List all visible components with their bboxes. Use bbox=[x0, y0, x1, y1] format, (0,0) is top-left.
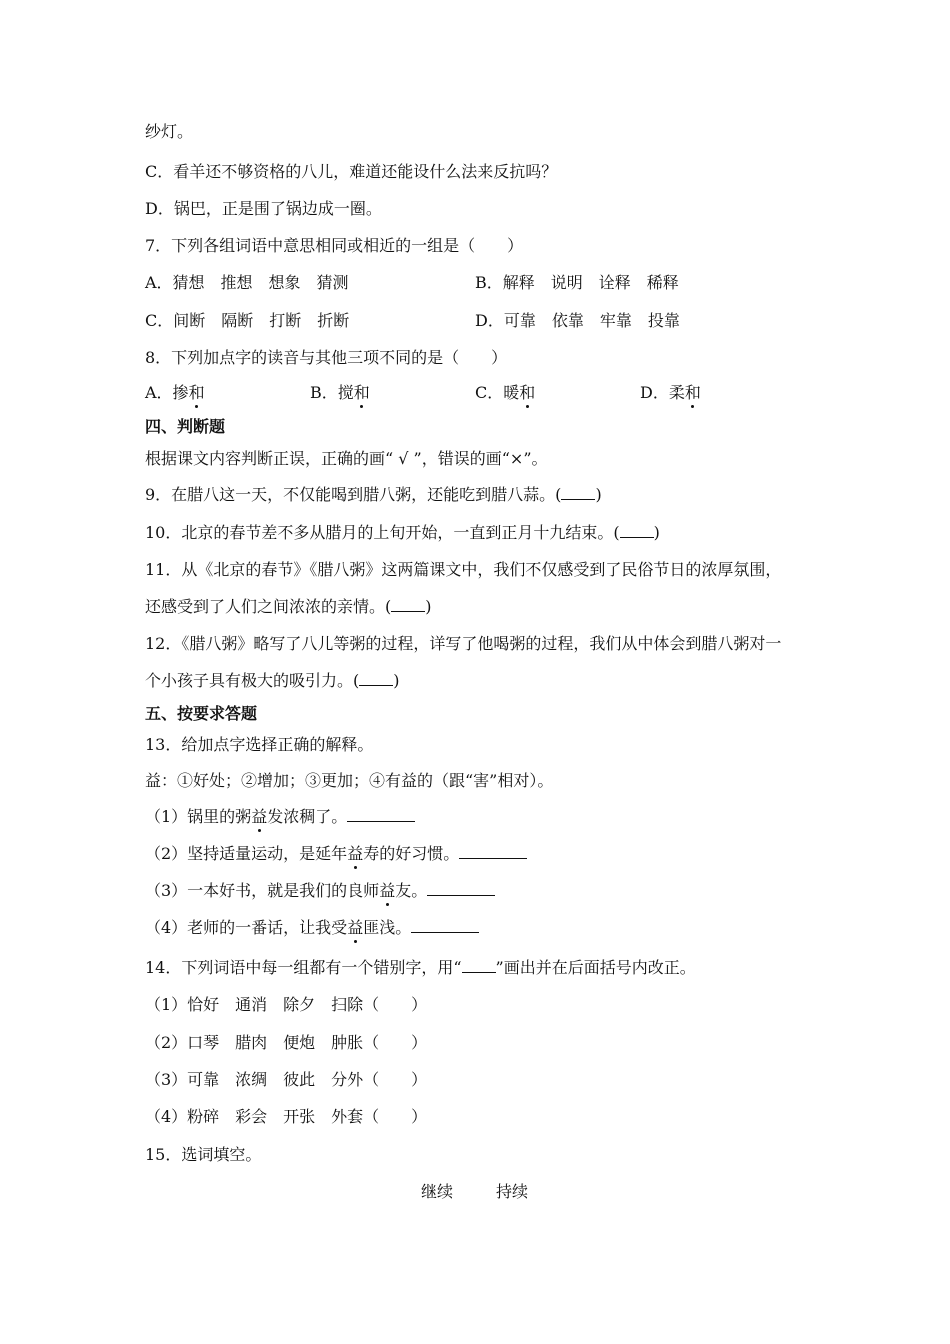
answer-blank[interactable] bbox=[427, 881, 495, 896]
answer-blank[interactable] bbox=[347, 807, 415, 822]
close-paren: ) bbox=[393, 671, 400, 690]
q13-stem: 13．给加点字选择正确的解释。 bbox=[145, 735, 374, 754]
q12-line-2 bbox=[145, 671, 400, 691]
q14-stem bbox=[145, 958, 696, 978]
q7-option-c: C．间断 隔断 打断 折断 bbox=[145, 311, 350, 330]
sentence-prefix: （1）锅里的粥 bbox=[145, 807, 252, 826]
sentence-prefix: （2）坚持适量运动，是延年 bbox=[145, 844, 348, 863]
answer-blank[interactable] bbox=[561, 485, 595, 500]
q8-option-c bbox=[475, 383, 535, 403]
q14-row-4: （4）粉碎 彩会 开张 外套（ ） bbox=[145, 1107, 428, 1126]
close-paren: ) bbox=[653, 523, 660, 542]
close-paren: ) bbox=[595, 485, 602, 504]
close-paren: ) bbox=[425, 597, 432, 616]
q11-text: 还感受到了人们之间浓浓的亲情。( bbox=[145, 597, 392, 616]
q8-option-b bbox=[310, 383, 370, 403]
q14-prefix: 14．下列词语中每一组都有一个错别字，用“ bbox=[145, 958, 462, 977]
answer-blank[interactable] bbox=[359, 671, 393, 686]
dotted-character: 益 bbox=[251, 807, 268, 826]
q8-stem: 8．下列加点字的读音与其他三项不同的是（ ） bbox=[145, 348, 508, 367]
q11-line-2 bbox=[145, 597, 432, 617]
q6-option-c: C．看羊还不够资格的八儿，难道还能设什么法来反抗吗？ bbox=[145, 162, 558, 181]
section-5-title: 五、按要求答题 bbox=[145, 704, 258, 723]
answer-blank[interactable] bbox=[391, 597, 425, 612]
q6-option-d: D．锅巴，正是围了锅边成一圈。 bbox=[145, 199, 382, 218]
q14-suffix: ”画出并在后面括号内改正。 bbox=[495, 958, 696, 977]
q13-sentence-3 bbox=[145, 881, 495, 901]
q6-continuation: 纱灯。 bbox=[145, 122, 194, 141]
q10 bbox=[145, 523, 660, 543]
q7-option-d: D．可靠 依靠 牢靠 投靠 bbox=[475, 311, 680, 330]
section-4-title: 四、判断题 bbox=[145, 417, 226, 436]
dotted-character: 和 bbox=[188, 383, 205, 402]
q13-sentence-1 bbox=[145, 807, 415, 827]
dotted-character: 益 bbox=[347, 918, 364, 937]
q8-option-b-prefix: B．搅 bbox=[310, 383, 354, 402]
q7-option-b: B．解释 说明 诠释 稀释 bbox=[475, 273, 679, 292]
q14-row-3: （3）可靠 浓绸 彼此 分外（ ） bbox=[145, 1070, 428, 1089]
q15-stem: 15．选词填空。 bbox=[145, 1145, 262, 1164]
q9-text: 9．在腊八这一天，不仅能喝到腊八粥，还能吃到腊八蒜。( bbox=[145, 485, 562, 504]
q12-text: 个小孩子具有极大的吸引力。( bbox=[145, 671, 360, 690]
sentence-suffix: 匪浅。 bbox=[363, 918, 412, 937]
q7-stem: 7．下列各组词语中意思相同或相近的一组是（ ） bbox=[145, 236, 524, 255]
word-choice-1: 继续 bbox=[421, 1182, 454, 1201]
sentence-prefix: （4）老师的一番话，让我受 bbox=[145, 918, 348, 937]
section-4-intro: 根据课文内容判断正误，正确的画“ √ ”，错误的画“×”。 bbox=[145, 449, 548, 468]
sentence-prefix: （3）一本好书，就是我们的良师 bbox=[145, 881, 380, 900]
q11-line-1: 11．从《北京的春节》《腊八粥》这两篇课文中，我们不仅感受到了民俗节日的浓厚氛围， bbox=[145, 560, 782, 579]
q14-row-1: （1）恰好 通消 除夕 扫除（ ） bbox=[145, 995, 428, 1014]
q13-definition: 益：①好处；②增加；③更加；④有益的（跟“害”相对）。 bbox=[145, 771, 554, 790]
q8-option-d bbox=[640, 383, 701, 403]
answer-blank[interactable] bbox=[459, 844, 527, 859]
sentence-suffix: 寿的好习惯。 bbox=[363, 844, 460, 863]
dotted-character: 和 bbox=[353, 383, 370, 402]
underline-sample bbox=[462, 958, 496, 973]
dotted-character: 益 bbox=[347, 844, 364, 863]
dotted-character: 和 bbox=[519, 383, 536, 402]
q8-option-a bbox=[145, 383, 205, 403]
q8-option-d-prefix: D．柔 bbox=[640, 383, 685, 402]
word-choice-2: 持续 bbox=[496, 1182, 529, 1201]
q7-option-a: A．猜想 推想 想象 猜测 bbox=[145, 273, 349, 292]
q8-option-c-prefix: C．暖 bbox=[475, 383, 520, 402]
sentence-suffix: 友。 bbox=[395, 881, 428, 900]
dotted-character: 和 bbox=[684, 383, 701, 402]
q14-row-2: （2）口琴 腊肉 便炮 肿胀（ ） bbox=[145, 1033, 428, 1052]
q12-line-1: 12．《腊八粥》略写了八儿等粥的过程，详写了他喝粥的过程，我们从中体会到腊八粥对一 bbox=[145, 634, 782, 653]
sentence-suffix: 发浓稠了。 bbox=[267, 807, 348, 826]
q13-sentence-2 bbox=[145, 844, 527, 864]
answer-blank[interactable] bbox=[411, 918, 479, 933]
q9 bbox=[145, 485, 602, 505]
q10-text: 10．北京的春节差不多从腊月的上旬开始，一直到正月十九结束。( bbox=[145, 523, 620, 542]
answer-blank[interactable] bbox=[620, 523, 654, 538]
dotted-character: 益 bbox=[379, 881, 396, 900]
q8-option-a-prefix: A．掺 bbox=[145, 383, 189, 402]
q13-sentence-4 bbox=[145, 918, 479, 938]
